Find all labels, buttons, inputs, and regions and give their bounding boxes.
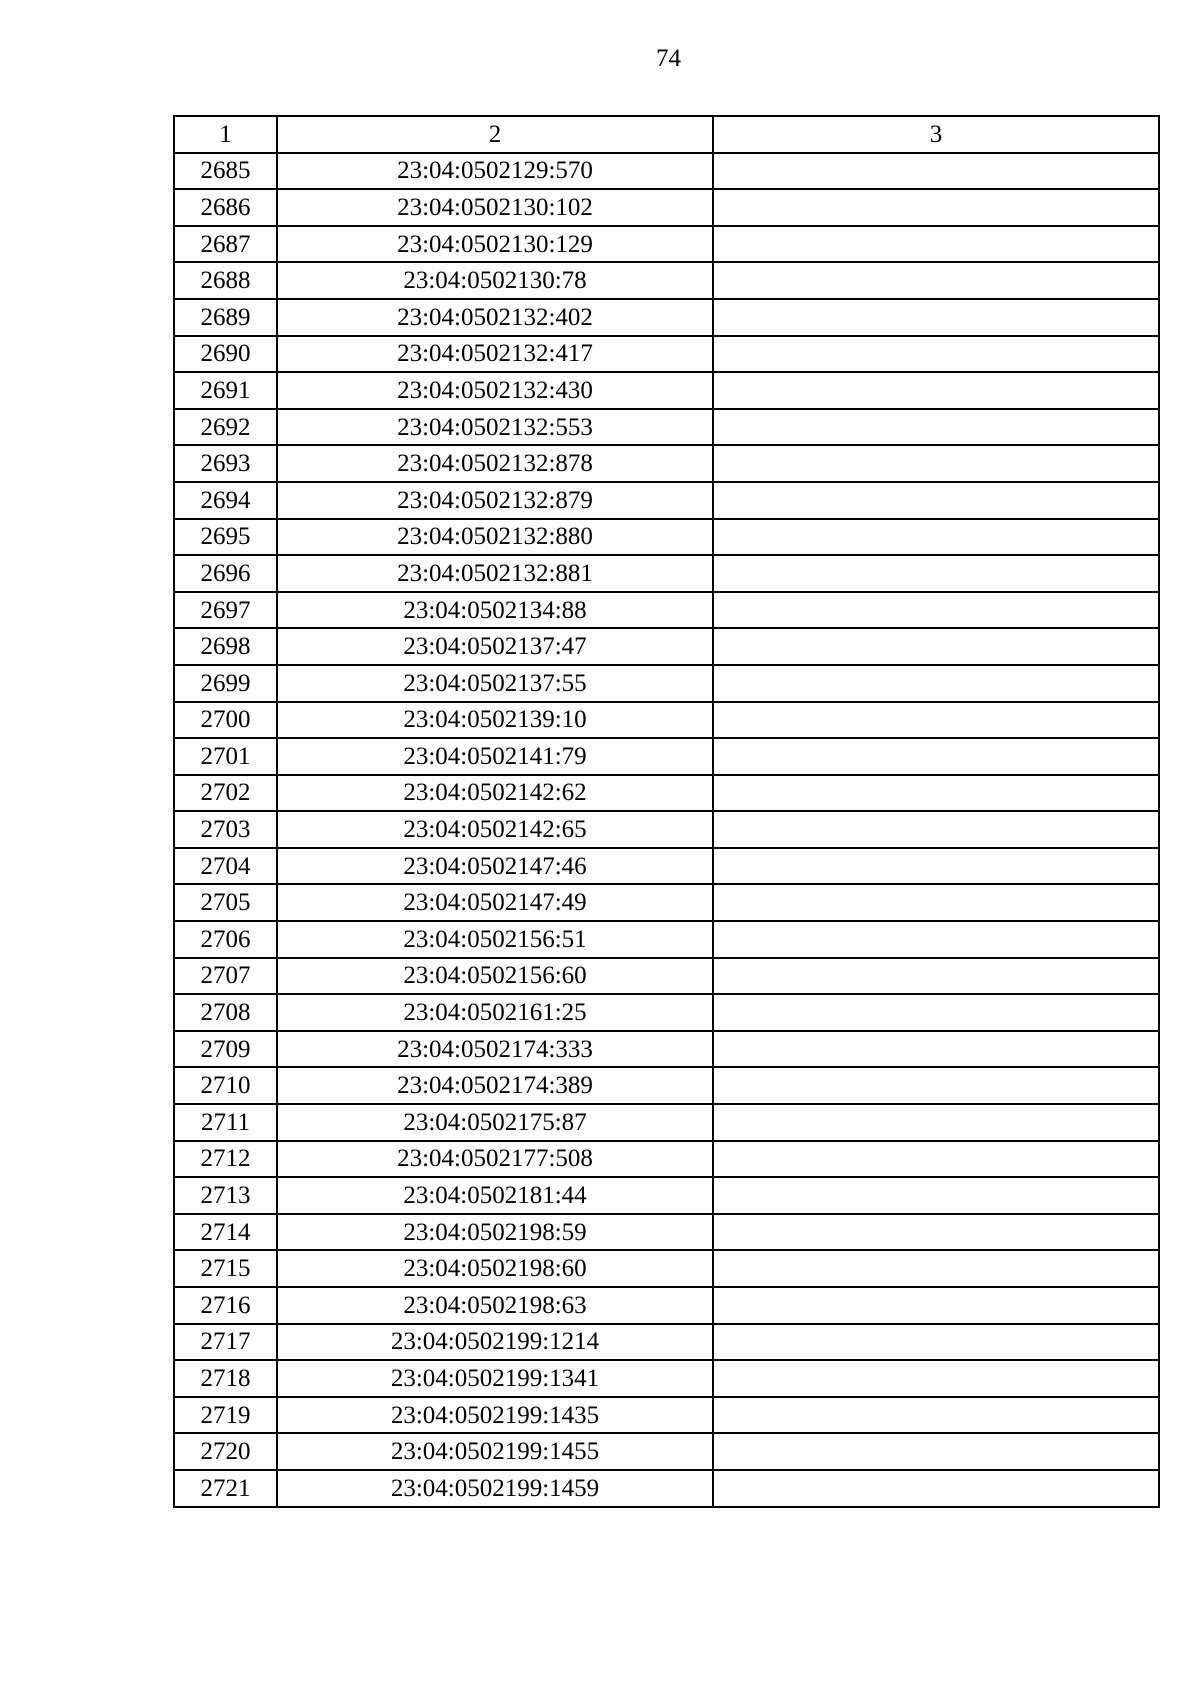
note-cell	[713, 226, 1159, 263]
table-row	[174, 1360, 1159, 1397]
row-number-cell: 2714	[174, 1214, 277, 1251]
table-row	[174, 848, 1159, 885]
table-row	[174, 1287, 1159, 1324]
table-row	[174, 519, 1159, 556]
row-number-cell: 2696	[174, 555, 277, 592]
row-number-cell: 2707	[174, 958, 277, 995]
note-cell	[713, 1214, 1159, 1251]
cadastral-number-cell: 23:04:0502130:78	[277, 262, 713, 299]
table-row	[174, 628, 1159, 665]
table-row	[174, 884, 1159, 921]
cadastral-number-cell: 23:04:0502141:79	[277, 738, 713, 775]
cadastral-number-cell: 23:04:0502142:65	[277, 811, 713, 848]
note-cell	[713, 519, 1159, 556]
cadastral-number-cell: 23:04:0502147:49	[277, 884, 713, 921]
cadastral-number-cell: 23:04:0502199:1435	[277, 1397, 713, 1434]
table-row	[174, 299, 1159, 336]
row-number-cell: 2689	[174, 299, 277, 336]
note-cell	[713, 555, 1159, 592]
table-row	[174, 445, 1159, 482]
note-cell	[713, 1397, 1159, 1434]
cadastral-number-cell: 23:04:0502130:102	[277, 189, 713, 226]
note-cell	[713, 372, 1159, 409]
table-row	[174, 702, 1159, 739]
row-number-cell: 2690	[174, 336, 277, 373]
cadastral-number-cell: 23:04:0502181:44	[277, 1177, 713, 1214]
table-row	[174, 811, 1159, 848]
table-row	[174, 1104, 1159, 1141]
cadastral-number-cell: 23:04:0502137:55	[277, 665, 713, 702]
cadastral-number-cell: 23:04:0502132:430	[277, 372, 713, 409]
table-row	[174, 1214, 1159, 1251]
row-number-cell: 2704	[174, 848, 277, 885]
row-number-cell: 2694	[174, 482, 277, 519]
table-row	[174, 592, 1159, 629]
cadastral-number-cell: 23:04:0502142:62	[277, 775, 713, 812]
row-number-cell: 2703	[174, 811, 277, 848]
table-row	[174, 1067, 1159, 1104]
row-number-cell: 2687	[174, 226, 277, 263]
cadastral-number-cell: 23:04:0502130:129	[277, 226, 713, 263]
column-header-3: 3	[713, 116, 1159, 153]
row-number-cell: 2715	[174, 1250, 277, 1287]
table-row	[174, 226, 1159, 263]
note-cell	[713, 1067, 1159, 1104]
row-number-cell: 2716	[174, 1287, 277, 1324]
cadastral-number-cell: 23:04:0502132:878	[277, 445, 713, 482]
table-row	[174, 958, 1159, 995]
row-number-cell: 2719	[174, 1397, 277, 1434]
row-number-cell: 2705	[174, 884, 277, 921]
cadastral-number-cell: 23:04:0502174:333	[277, 1031, 713, 1068]
row-number-cell: 2699	[174, 665, 277, 702]
table-row	[174, 738, 1159, 775]
row-number-cell: 2711	[174, 1104, 277, 1141]
cadastral-number-cell: 23:04:0502132:880	[277, 519, 713, 556]
row-number-cell: 2709	[174, 1031, 277, 1068]
row-number-cell: 2712	[174, 1141, 277, 1178]
note-cell	[713, 299, 1159, 336]
table-row	[174, 1397, 1159, 1434]
note-cell	[713, 153, 1159, 190]
note-cell	[713, 445, 1159, 482]
note-cell	[713, 482, 1159, 519]
column-header-2: 2	[277, 116, 713, 153]
cadastral-number-table	[173, 115, 1160, 1508]
table-row	[174, 775, 1159, 812]
note-cell	[713, 775, 1159, 812]
row-number-cell: 2697	[174, 592, 277, 629]
note-cell	[713, 628, 1159, 665]
note-cell	[713, 1324, 1159, 1361]
note-cell	[713, 958, 1159, 995]
note-cell	[713, 189, 1159, 226]
row-number-cell: 2693	[174, 445, 277, 482]
table-row	[174, 994, 1159, 1031]
table-row	[174, 1433, 1159, 1470]
cadastral-number-cell: 23:04:0502132:879	[277, 482, 713, 519]
cadastral-number-cell: 23:04:0502132:402	[277, 299, 713, 336]
row-number-cell: 2686	[174, 189, 277, 226]
cadastral-number-cell: 23:04:0502199:1341	[277, 1360, 713, 1397]
row-number-cell: 2702	[174, 775, 277, 812]
note-cell	[713, 665, 1159, 702]
row-number-cell: 2698	[174, 628, 277, 665]
cadastral-number-cell: 23:04:0502177:508	[277, 1141, 713, 1178]
note-cell	[713, 884, 1159, 921]
cadastral-number-cell: 23:04:0502134:88	[277, 592, 713, 629]
row-number-cell: 2708	[174, 994, 277, 1031]
row-number-cell: 2706	[174, 921, 277, 958]
table-row	[174, 336, 1159, 373]
table-row	[174, 262, 1159, 299]
cadastral-number-cell: 23:04:0502199:1214	[277, 1324, 713, 1361]
table-row	[174, 482, 1159, 519]
row-number-cell: 2695	[174, 519, 277, 556]
table-row	[174, 921, 1159, 958]
cadastral-number-cell: 23:04:0502198:63	[277, 1287, 713, 1324]
note-cell	[713, 1360, 1159, 1397]
row-number-cell: 2692	[174, 409, 277, 446]
cadastral-number-cell: 23:04:0502137:47	[277, 628, 713, 665]
cadastral-number-cell: 23:04:0502129:570	[277, 153, 713, 190]
note-cell	[713, 1433, 1159, 1470]
table-row	[174, 1141, 1159, 1178]
cadastral-number-cell: 23:04:0502156:60	[277, 958, 713, 995]
cadastral-number-cell: 23:04:0502198:59	[277, 1214, 713, 1251]
column-header-1: 1	[174, 116, 277, 153]
cadastral-number-cell: 23:04:0502174:389	[277, 1067, 713, 1104]
cadastral-number-cell: 23:04:0502156:51	[277, 921, 713, 958]
table-row	[174, 665, 1159, 702]
note-cell	[713, 848, 1159, 885]
table-row	[174, 1031, 1159, 1068]
row-number-cell: 2701	[174, 738, 277, 775]
page-number: 74	[656, 45, 681, 72]
note-cell	[713, 921, 1159, 958]
note-cell	[713, 702, 1159, 739]
row-number-cell: 2685	[174, 153, 277, 190]
table-row	[174, 1324, 1159, 1361]
note-cell	[713, 409, 1159, 446]
table-row	[174, 1177, 1159, 1214]
cadastral-number-cell: 23:04:0502161:25	[277, 994, 713, 1031]
row-number-cell: 2713	[174, 1177, 277, 1214]
table-row	[174, 555, 1159, 592]
note-cell	[713, 592, 1159, 629]
note-cell	[713, 1177, 1159, 1214]
table-row	[174, 372, 1159, 409]
cadastral-number-cell: 23:04:0502132:881	[277, 555, 713, 592]
table-row	[174, 1470, 1159, 1507]
row-number-cell: 2718	[174, 1360, 277, 1397]
cadastral-number-cell: 23:04:0502199:1459	[277, 1470, 713, 1507]
note-cell	[713, 262, 1159, 299]
cadastral-number-cell: 23:04:0502139:10	[277, 702, 713, 739]
note-cell	[713, 738, 1159, 775]
row-number-cell: 2717	[174, 1324, 277, 1361]
note-cell	[713, 1141, 1159, 1178]
row-number-cell: 2691	[174, 372, 277, 409]
note-cell	[713, 1104, 1159, 1141]
row-number-cell: 2688	[174, 262, 277, 299]
table-row	[174, 409, 1159, 446]
note-cell	[713, 1031, 1159, 1068]
note-cell	[713, 1287, 1159, 1324]
note-cell	[713, 994, 1159, 1031]
note-cell	[713, 1470, 1159, 1507]
table-row	[174, 189, 1159, 226]
row-number-cell: 2721	[174, 1470, 277, 1507]
cadastral-number-cell: 23:04:0502198:60	[277, 1250, 713, 1287]
cadastral-number-cell: 23:04:0502132:417	[277, 336, 713, 373]
cadastral-number-cell: 23:04:0502132:553	[277, 409, 713, 446]
row-number-cell: 2720	[174, 1433, 277, 1470]
cadastral-number-cell: 23:04:0502175:87	[277, 1104, 713, 1141]
note-cell	[713, 811, 1159, 848]
cadastral-number-cell: 23:04:0502147:46	[277, 848, 713, 885]
table-header-row	[174, 116, 1159, 153]
row-number-cell: 2700	[174, 702, 277, 739]
table-row	[174, 153, 1159, 190]
row-number-cell: 2710	[174, 1067, 277, 1104]
note-cell	[713, 336, 1159, 373]
cadastral-number-cell: 23:04:0502199:1455	[277, 1433, 713, 1470]
table-row	[174, 1250, 1159, 1287]
note-cell	[713, 1250, 1159, 1287]
